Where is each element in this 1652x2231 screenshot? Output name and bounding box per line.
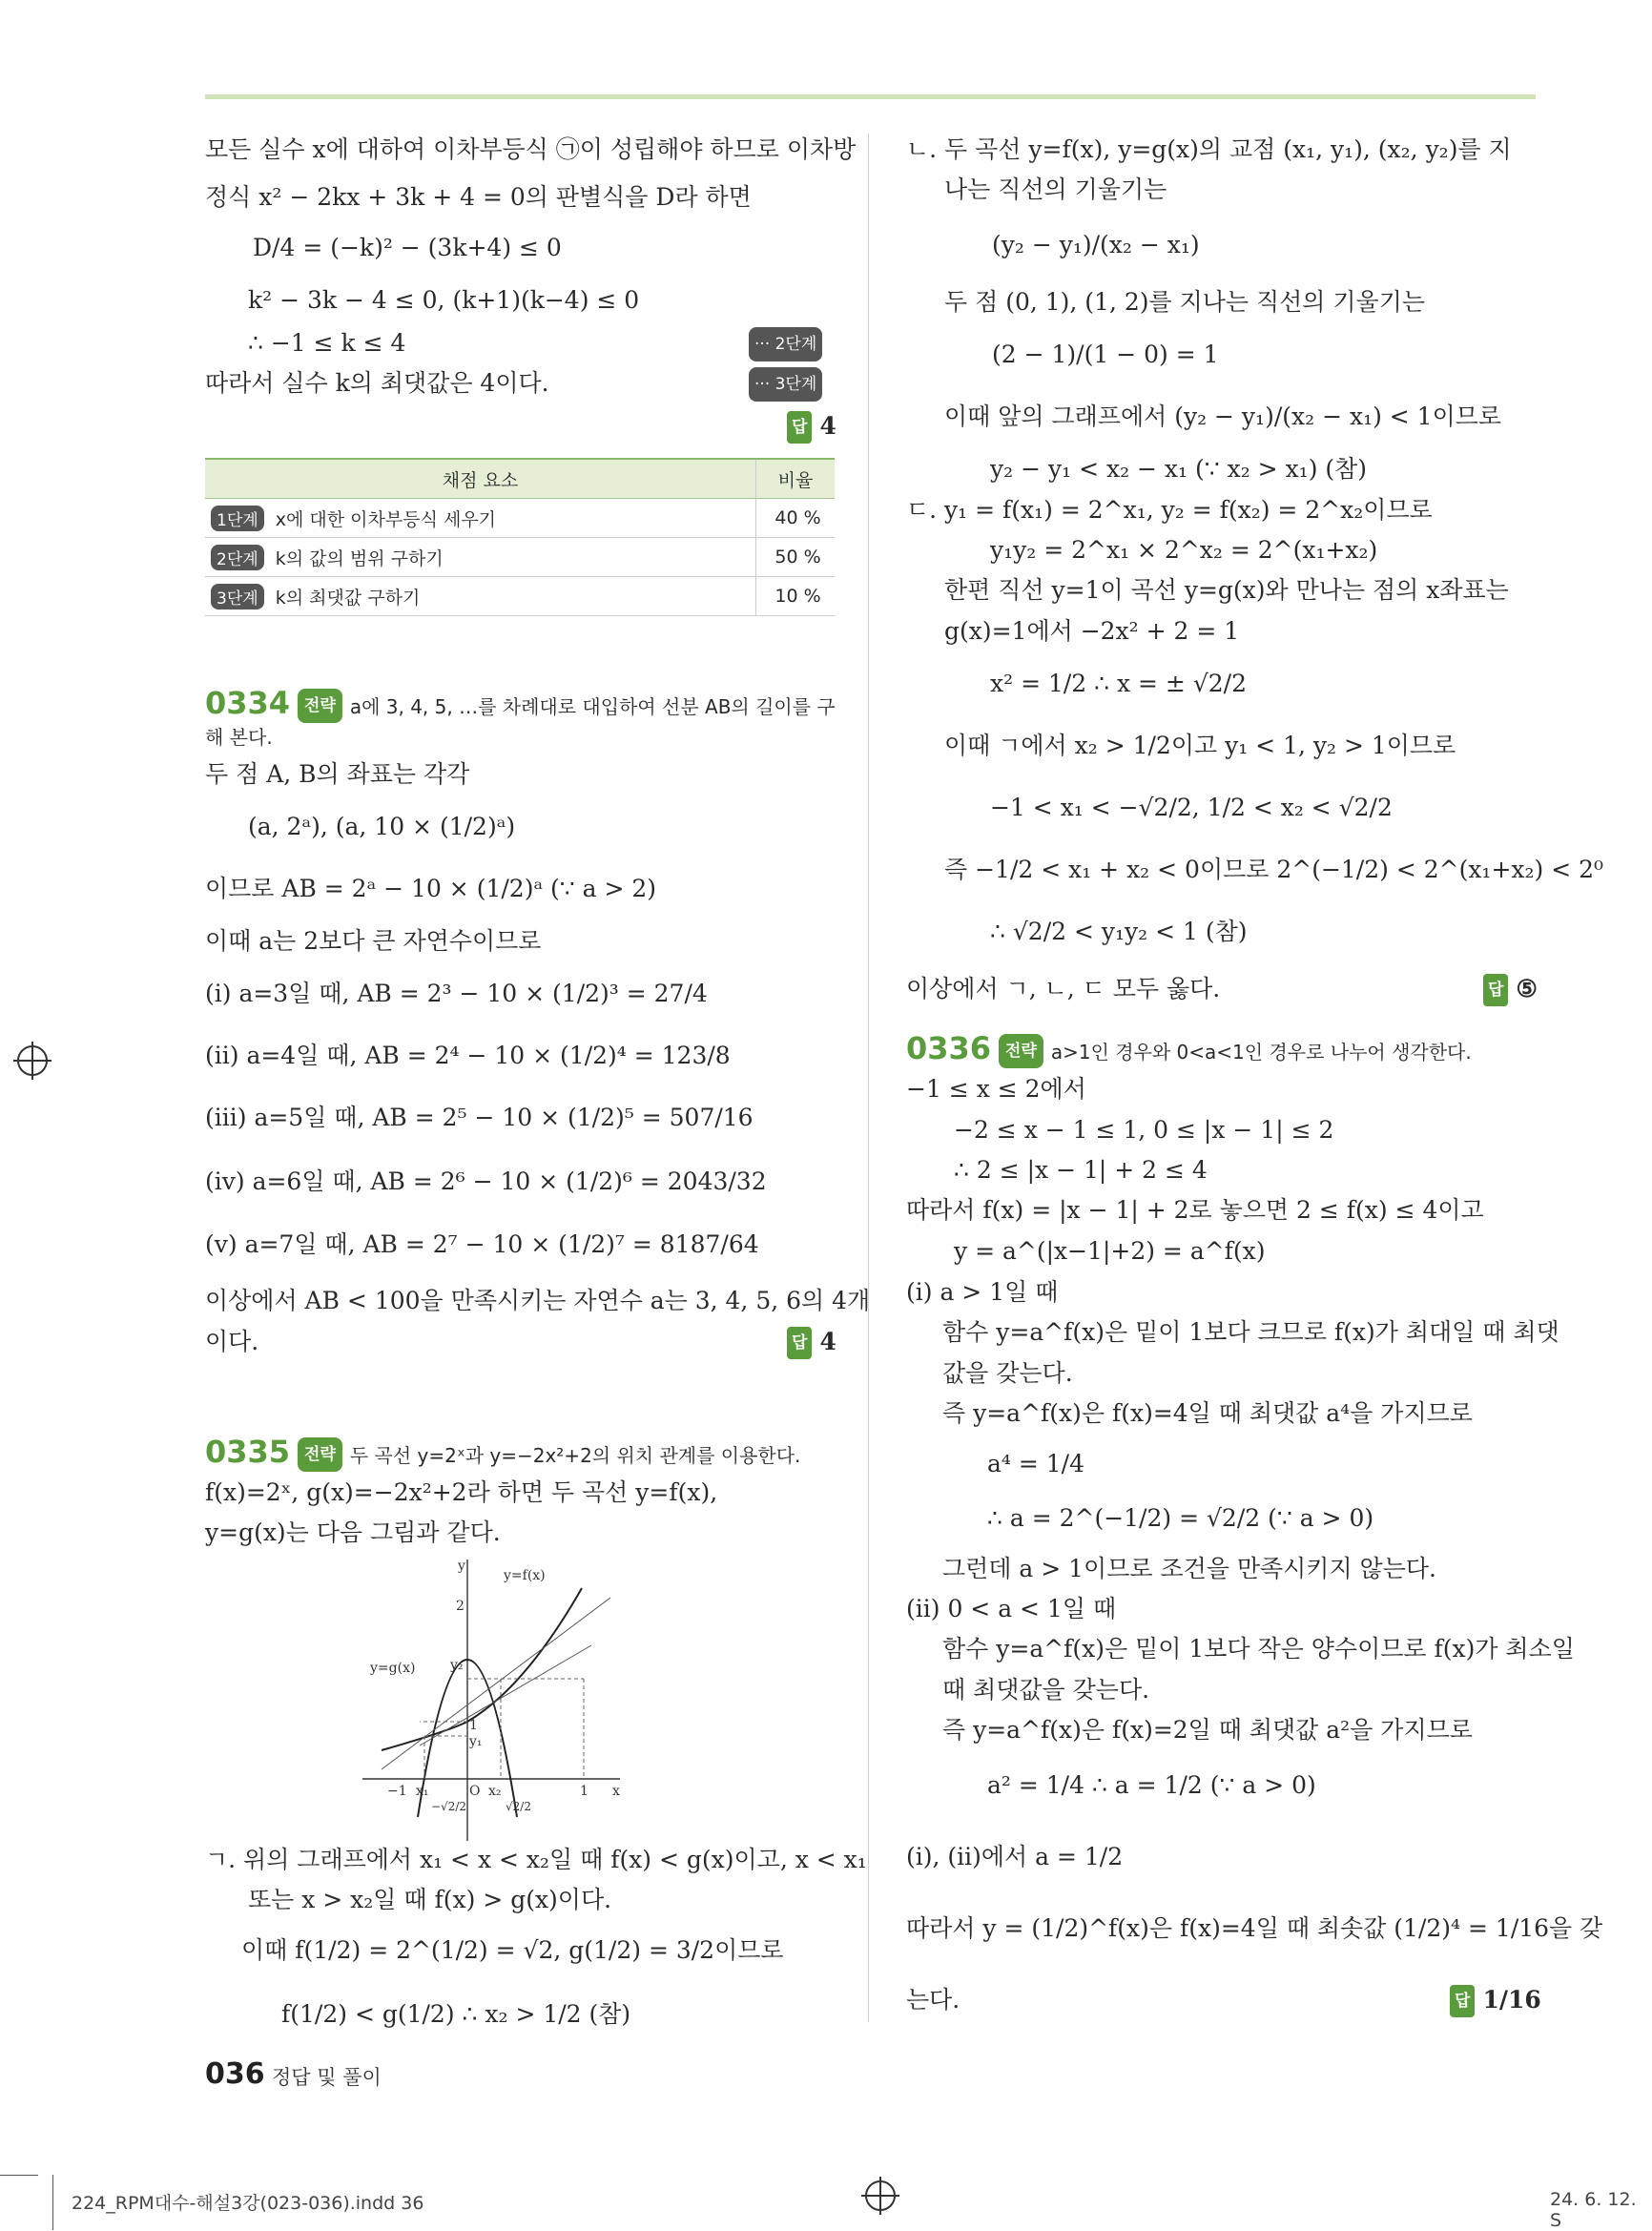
- origin-label: O: [469, 1784, 481, 1799]
- case-line: (v) a=7일 때, AB = 2⁷ − 10 × (1/2)⁷ = 8187/64: [205, 1230, 759, 1258]
- table-row: 1단계 x에 대한 이차부등식 세우기 40 %: [205, 499, 835, 538]
- math-line: D/4 = (−k)² − (3k+4) ≤ 0: [253, 234, 562, 261]
- crop-mark: [52, 2175, 53, 2230]
- problem-0336-header: 0336 전략 a>1인 경우와 0<a<1인 경우로 나누어 생각한다.: [906, 1030, 1472, 1066]
- text-line: ㄱ. 위의 그래프에서 x₁ < x < x₂일 때 f(x) < g(x)이고, x < x₁: [205, 1846, 867, 1873]
- answer-335: 답 ⑤: [1483, 973, 1538, 1006]
- math-line: (a, 2ᵃ), (a, 10 × (1/2)ᵃ): [248, 813, 516, 840]
- problem-0334-header: 0334 전략 a에 3, 4, 5, …를 차례대로 대입하여 선분 AB의 길이를 구: [205, 685, 836, 721]
- table-header-item: 채점 요소: [205, 459, 756, 499]
- math-line: ∴ √2/2 < y₁y₂ < 1 (참): [990, 918, 1248, 945]
- answer-333: 답 4: [787, 410, 836, 444]
- answer-334: 답 4: [787, 1326, 836, 1359]
- math-line: 이때 f(1/2) = 2^(1/2) = √2, g(1/2) = 3/2이므로: [241, 1936, 784, 1964]
- text-line: 이때 ㄱ에서 x₂ > 1/2이고 y₁ < 1, y₂ > 1이므로: [944, 732, 1456, 759]
- line-chord: [420, 1645, 591, 1746]
- text-line: 는다.: [906, 1986, 960, 2014]
- tick-minus1: −1: [387, 1784, 407, 1799]
- registration-mark-icon: [17, 1045, 48, 1076]
- text-line: 따라서 실수 k의 최댓값은 4이다.: [205, 369, 549, 397]
- text-line: 나는 직선의 기울기는: [944, 176, 1167, 203]
- text-line: 함수 y=a^f(x)은 밑이 1보다 작은 양수이므로 f(x)가 최소일: [942, 1635, 1575, 1663]
- text-line: 이상에서 ㄱ, ㄴ, ㄷ 모두 옳다.: [906, 975, 1221, 1002]
- text-line: 이때 a는 2보다 큰 자연수이므로: [205, 927, 542, 955]
- text-line: ㄴ. 두 곡선 y=f(x), y=g(x)의 교점 (x₁, y₁), (x₂, y₂)를 지: [906, 135, 1512, 163]
- text-line: 이다.: [205, 1328, 259, 1355]
- case-line: (iv) a=6일 때, AB = 2⁶ − 10 × (1/2)⁶ = 2043/32: [205, 1167, 767, 1195]
- y-axis-label: y: [458, 1559, 465, 1574]
- y2-label: y₂: [450, 1658, 464, 1673]
- date-slug: 24. 6. 12. S: [1550, 2189, 1637, 2231]
- text-line: y=g(x)는 다음 그림과 같다.: [205, 1518, 501, 1546]
- footer-label: 정답 및 풀이: [272, 2066, 382, 2089]
- file-slug: 224_RPM대수-해설3강(023-036).indd 36: [72, 2193, 424, 2214]
- text-line: 두 점 A, B의 좌표는 각각: [205, 760, 470, 788]
- text-line: 함수 y=a^f(x)은 밑이 1보다 크므로 f(x)가 최대일 때 최댓: [942, 1318, 1559, 1346]
- math-line: y = a^(|x−1|+2) = a^f(x): [954, 1237, 1266, 1265]
- math-line: ∴ −1 ≤ k ≤ 4: [248, 329, 406, 357]
- x2-label: x₂: [488, 1784, 502, 1799]
- text-line: ㄷ. y₁ = f(x₁) = 2^x₁, y₂ = f(x₂) = 2^x₂이므로: [906, 496, 1433, 524]
- math-line: k² − 3k − 4 ≤ 0, (k+1)(k−4) ≤ 0: [248, 286, 640, 314]
- math-line: x² = 1/2 ∴ x = ± √2/2: [990, 670, 1247, 697]
- text-line: 즉 y=a^f(x)은 f(x)=4일 때 최댓값 a⁴을 가지므로: [942, 1399, 1473, 1427]
- case-line: (i) a=3일 때, AB = 2³ − 10 × (1/2)³ = 27/4: [205, 980, 708, 1007]
- math-line: a² = 1/4 ∴ a = 1/2 (∵ a > 0): [987, 1771, 1316, 1799]
- math-line: a⁴ = 1/4: [987, 1450, 1085, 1477]
- text-line: 그런데 a > 1이므로 조건을 만족시키지 않는다.: [942, 1555, 1436, 1582]
- strategy-line: 해 본다.: [205, 726, 273, 749]
- text-line: 따라서 f(x) = |x − 1| + 2로 놓으면 2 ≤ f(x) ≤ 4이고: [906, 1196, 1484, 1224]
- math-line: 즉 −1/2 < x₁ + x₂ < 0이므로 2^(−1/2) < 2^(x₁+x₂) < 2⁰: [944, 856, 1604, 883]
- math-line: −1 < x₁ < −√2/2, 1/2 < x₂ < √2/2: [990, 794, 1393, 821]
- text-line: 정식 x² − 2kx + 3k + 4 = 0의 판별식을 D라 하면: [205, 183, 752, 211]
- answer-336: 답 1/16: [1450, 1984, 1541, 2017]
- math-line: ∴ 2 ≤ |x − 1| + 2 ≤ 4: [954, 1156, 1208, 1184]
- f-label: y=f(x): [504, 1568, 546, 1583]
- tick-1-x: 1: [580, 1784, 589, 1799]
- problem-0335-header: 0335 전략 두 곡선 y=2ˣ과 y=−2x²+2의 위치 관계를 이용한다.: [205, 1434, 801, 1470]
- case-line: (ii) a=4일 때, AB = 2⁴ − 10 × (1/2)⁴ = 123/8: [205, 1042, 731, 1069]
- table-row: 2단계 k의 값의 범위 구하기 50 %: [205, 538, 835, 577]
- math-line: y₁y₂ = 2^x₁ × 2^x₂ = 2^(x₁+x₂): [990, 536, 1378, 564]
- table-row: 3단계 k의 최댓값 구하기 10 %: [205, 577, 835, 616]
- function-graph: [362, 1555, 630, 1841]
- page-number: 036: [205, 2057, 265, 2091]
- table-header-ratio: 비율: [756, 459, 836, 499]
- registration-mark-icon: [865, 2180, 896, 2211]
- y1-label: y₁: [469, 1734, 483, 1749]
- math-line: −2 ≤ x − 1 ≤ 1, 0 ≤ |x − 1| ≤ 2: [954, 1116, 1334, 1144]
- text-line: 따라서 y = (1/2)^f(x)은 f(x)=4일 때 최솟값 (1/2)⁴ = 1/16을 갖: [906, 1914, 1603, 1942]
- text-line: 모든 실수 x에 대하여 이차부등식 ㉠이 성립해야 하므로 이차방: [205, 135, 857, 163]
- text-line: 또는 x > x₂일 때 f(x) > g(x)이다.: [248, 1886, 612, 1913]
- neg-root-label: −√2/2: [431, 1800, 467, 1813]
- text-line: 즉 y=a^f(x)은 f(x)=2일 때 최댓값 a²을 가지므로: [942, 1716, 1473, 1744]
- math-line: 이때 앞의 그래프에서 (y₂ − y₁)/(x₂ − x₁) < 1이므로: [944, 403, 1502, 430]
- math-line: f(1/2) < g(1/2) ∴ x₂ > 1/2 (참): [281, 2000, 631, 2028]
- g-label: y=g(x): [370, 1661, 416, 1676]
- case-line: (i) a > 1일 때: [906, 1278, 1059, 1306]
- step2-marker: ··· 2단계: [749, 327, 822, 362]
- math-line: (y₂ − y₁)/(x₂ − x₁): [992, 231, 1200, 258]
- text-line: (i), (ii)에서 a = 1/2: [906, 1843, 1124, 1870]
- pos-root-label: √2/2: [506, 1800, 531, 1813]
- math-line: −1 ≤ x ≤ 2에서: [906, 1075, 1086, 1103]
- case-line: (ii) 0 < a < 1일 때: [906, 1595, 1117, 1622]
- step3-marker: ··· 3단계: [749, 367, 822, 402]
- top-rule: [205, 94, 1536, 99]
- text-line: 때 최댓값을 갖는다.: [942, 1676, 1150, 1704]
- text-line: 한편 직선 y=1이 곡선 y=g(x)와 만나는 점의 x좌표는: [944, 576, 1509, 604]
- case-line: (iii) a=5일 때, AB = 2⁵ − 10 × (1/2)⁵ = 507/16: [205, 1104, 754, 1131]
- math-line: 이므로 AB = 2ᵃ − 10 × (1/2)ᵃ (∵ a > 2): [205, 875, 657, 902]
- math-line: ∴ a = 2^(−1/2) = √2/2 (∵ a > 0): [987, 1504, 1374, 1532]
- x1-label: x₁: [416, 1784, 429, 1799]
- text-line: 이상에서 AB < 100을 만족시키는 자연수 a는 3, 4, 5, 6의 4개: [205, 1287, 871, 1314]
- line-slope-1: [382, 1598, 610, 1769]
- math-line: (2 − 1)/(1 − 0) = 1: [992, 341, 1219, 368]
- x-axis-label: x: [612, 1784, 620, 1799]
- text-line: 두 점 (0, 1), (1, 2)를 지나는 직선의 기울기는: [944, 288, 1426, 316]
- math-line: y₂ − y₁ < x₂ − x₁ (∵ x₂ > x₁) (참): [990, 455, 1368, 483]
- scoring-table: [205, 458, 835, 616]
- column-divider: [868, 134, 869, 2022]
- tick-1: 1: [469, 1718, 478, 1733]
- text-line: 값을 갖는다.: [942, 1359, 1073, 1387]
- crop-mark: [0, 2175, 38, 2176]
- text-line: f(x)=2ˣ, g(x)=−2x²+2라 하면 두 곡선 y=f(x),: [205, 1478, 718, 1506]
- tick-2: 2: [456, 1599, 465, 1614]
- math-line: g(x)=1에서 −2x² + 2 = 1: [944, 617, 1240, 645]
